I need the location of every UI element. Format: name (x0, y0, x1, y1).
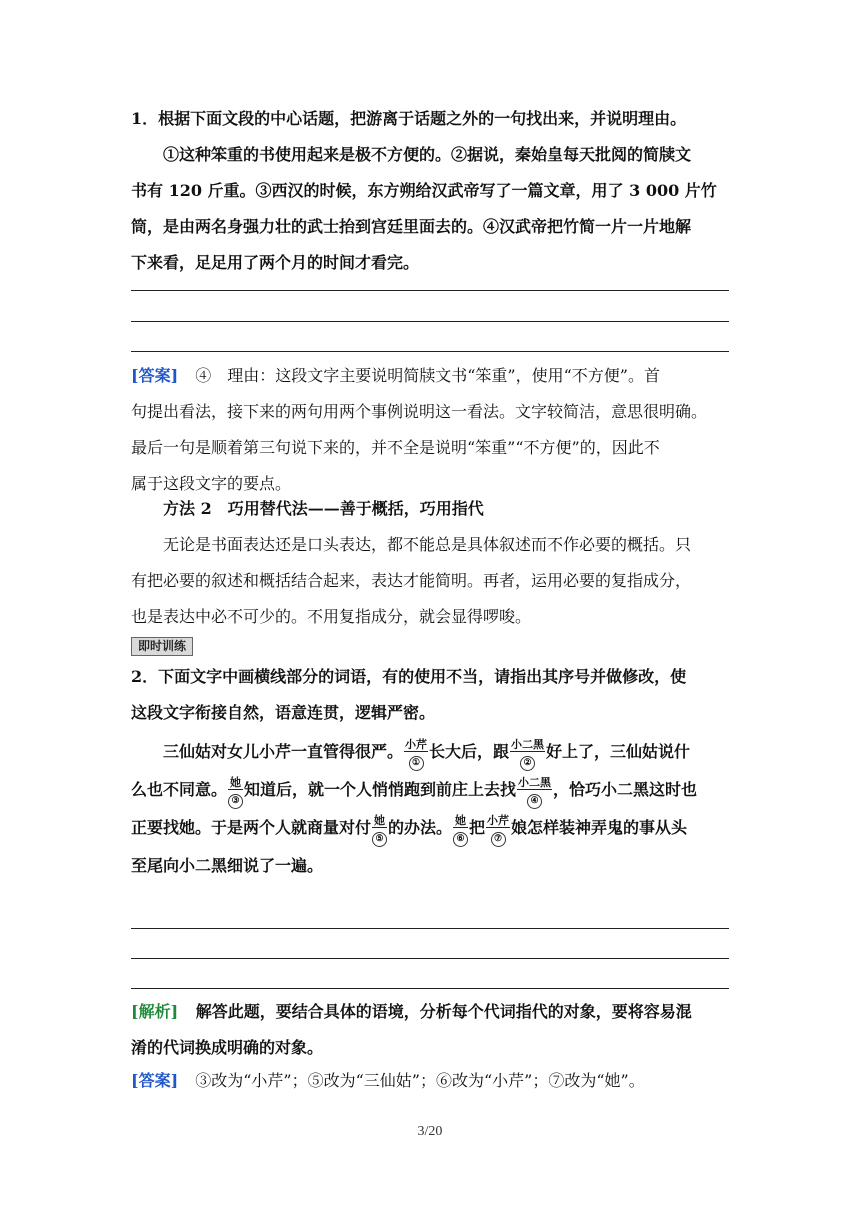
question-1-prompt: 1．根据下面文段的中心话题，把游离于话题之外的一句找出来，并说明理由。 (131, 109, 687, 128)
method-line: 有把必要的叙述和概括结合起来，表达才能简明。再者，运用必要的复指成分， (131, 571, 692, 590)
underlined-word: 她 ⑥ (453, 815, 468, 847)
answer-blank-line (131, 988, 729, 989)
passage-line: 下来看，足足用了两个月的时间才看完。 (131, 253, 420, 272)
circled-number: ⑤ (372, 832, 387, 847)
passage-line: 筒，是由两名身强力壮的武士抬到宫廷里面去的。④汉武帝把竹简一片一片地解 (131, 217, 692, 236)
circled-number: ① (409, 756, 424, 771)
answer-line: 属于这段文字的要点。 (131, 474, 292, 493)
question-2 (131, 659, 731, 731)
answer-tag: [答案] (131, 366, 179, 385)
answer-blank-line (131, 290, 729, 291)
underlined-word: 小二黑 ② (510, 739, 545, 771)
page-number: 3/20 (417, 1124, 443, 1139)
answer-1 (131, 358, 731, 502)
method-title: 方法 2 巧用替代法——善于概括，巧用指代 (163, 499, 484, 518)
underlined-word: 小芹 ⑦ (486, 815, 510, 847)
question-2-prompt: 这段文字衔接自然，语意连贯，逻辑严密。 (131, 703, 436, 722)
analysis-line-1: [解析] 解答此题，要结合具体的语境，分析每个代词指代的对象，要将容易混 (131, 1002, 692, 1021)
circled-number: ⑦ (491, 832, 506, 847)
underlined-word: 小二黑 ④ (517, 777, 552, 809)
question-1 (131, 101, 731, 281)
answer-blank-line (131, 321, 729, 322)
circled-number: ③ (228, 794, 243, 809)
underlined-word: 她 ③ (228, 777, 243, 809)
passage-line: 至尾向小二黑细说了一遍。 (131, 856, 324, 875)
circled-number: ⑥ (453, 832, 468, 847)
answer-line: 句提出看法，接下来的两句用两个事例说明这一看法。文字较简洁，意思很明确。 (131, 402, 708, 421)
analysis-line: 淆的代词换成明确的对象。 (131, 1038, 324, 1057)
method-section (131, 491, 731, 635)
answer-tag: [答案] (131, 1071, 179, 1090)
answer-blank-line (131, 351, 729, 352)
answer-line: 最后一句是顺着第三句说下来的，并不全是说明“笨重”“不方便”的，因此不 (131, 438, 660, 457)
question-2-passage (131, 733, 731, 885)
method-line: 无论是书面表达还是口头表达，都不能总是具体叙述而不作必要的概括。只 (163, 535, 692, 554)
passage-line: 三仙姑对女儿小芹一直管得很严。 小芹 ①长大后，跟 小二黑 ②好上了，三仙姑说什 (131, 733, 731, 771)
circled-number: ② (520, 756, 535, 771)
analysis-tag: [解析] (131, 1002, 179, 1021)
answer-blank-line (131, 958, 729, 959)
analysis-section (131, 994, 731, 1066)
passage-line: 么也不同意。 她 ③知道后，就一个人悄悄跑到前庄上去找 小二黑 ④，恰巧小二黑这时也 (131, 771, 731, 809)
passage-line: 正要找她。于是两个人就商量对付 她 ⑤的办法。 她 ⑥把 小芹 ⑦娘怎样装神弄鬼的事从头 (131, 809, 731, 847)
training-label: 即时训练 (131, 637, 193, 656)
underlined-word: 小芹 ① (404, 739, 428, 771)
answer-2 (131, 1063, 731, 1099)
passage-line: ①这种笨重的书使用起来是极不方便的。②据说，秦始皇每天批阅的简牍文 (163, 145, 692, 164)
answer-blank-line (131, 928, 729, 929)
method-line: 也是表达中必不可少的。不用复指成分，就会显得啰唆。 (131, 607, 532, 626)
passage-line: 书有 120 斤重。③西汉的时候，东方朔给汉武帝写了一篇文章，用了 3 000 片竹 (131, 181, 717, 200)
question-2-prompt: 2．下面文字中画横线部分的词语，有的使用不当，请指出其序号并做修改，使 (131, 667, 687, 686)
answer-1-line-1: [答案] ④ 理由：这段文字主要说明简牍文书“笨重”，使用“不方便”。首 (131, 366, 660, 385)
circled-number: ④ (527, 794, 542, 809)
underlined-word: 她 ⑤ (372, 815, 387, 847)
answer-2-line: [答案] ③改为“小芹”；⑤改为“三仙姑”；⑥改为“小芹”；⑦改为“她”。 (131, 1071, 645, 1090)
